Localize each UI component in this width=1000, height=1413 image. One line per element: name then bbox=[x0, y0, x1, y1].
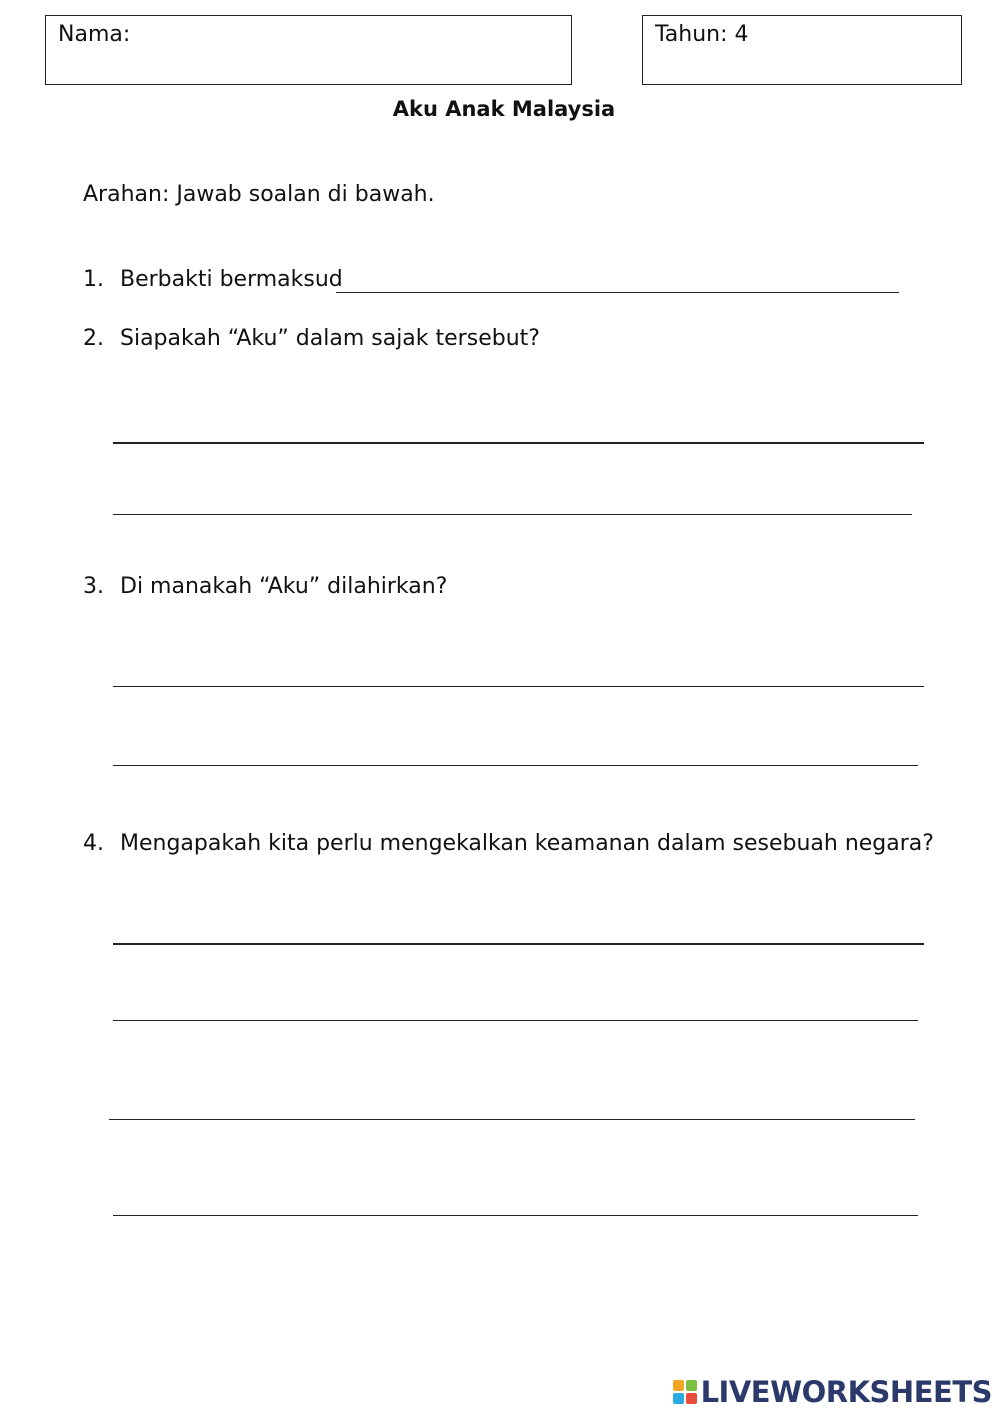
logo-square-1 bbox=[673, 1380, 684, 1391]
liveworksheets-text: LIVEWORKSHEETS bbox=[700, 1375, 992, 1409]
question-4-text: Mengapakah kita perlu mengekalkan keamanan dalam sesebuah negara? bbox=[120, 831, 934, 856]
question-3 bbox=[83, 574, 447, 599]
question-1-number: 1. bbox=[83, 267, 104, 292]
liveworksheets-watermark bbox=[673, 1375, 992, 1409]
name-box bbox=[45, 15, 572, 85]
answer-line-4a[interactable] bbox=[113, 943, 924, 945]
question-2-number: 2. bbox=[83, 326, 104, 351]
question-1-text: Berbakti bermaksud bbox=[120, 267, 343, 292]
year-box bbox=[642, 15, 962, 85]
question-2 bbox=[83, 326, 540, 351]
answer-line-4c[interactable] bbox=[109, 1119, 915, 1120]
logo-square-4 bbox=[686, 1393, 697, 1404]
answer-line-4d[interactable] bbox=[113, 1215, 918, 1216]
logo-square-3 bbox=[673, 1393, 684, 1404]
answer-line-4b[interactable] bbox=[113, 1020, 918, 1021]
logo-square-2 bbox=[686, 1380, 697, 1391]
question-3-number: 3. bbox=[83, 574, 104, 599]
question-4-number: 4. bbox=[83, 831, 104, 856]
answer-line-3b[interactable] bbox=[113, 765, 918, 766]
name-label: Nama: bbox=[58, 22, 131, 47]
answer-line-2b[interactable] bbox=[113, 514, 912, 515]
instruction-text: Arahan: Jawab soalan di bawah. bbox=[83, 182, 435, 207]
question-2-text: Siapakah “Aku” dalam sajak tersebut? bbox=[120, 326, 540, 351]
year-label: Tahun: 4 bbox=[655, 22, 749, 47]
answer-line-3a[interactable] bbox=[113, 686, 924, 687]
worksheet-title: Aku Anak Malaysia bbox=[392, 97, 616, 121]
liveworksheets-logo-icon bbox=[673, 1380, 697, 1404]
question-3-text: Di manakah “Aku” dilahirkan? bbox=[120, 574, 448, 599]
answer-line-2a[interactable] bbox=[113, 442, 924, 444]
question-4 bbox=[83, 831, 934, 856]
answer-line-1[interactable] bbox=[336, 292, 899, 293]
question-1 bbox=[83, 267, 343, 292]
